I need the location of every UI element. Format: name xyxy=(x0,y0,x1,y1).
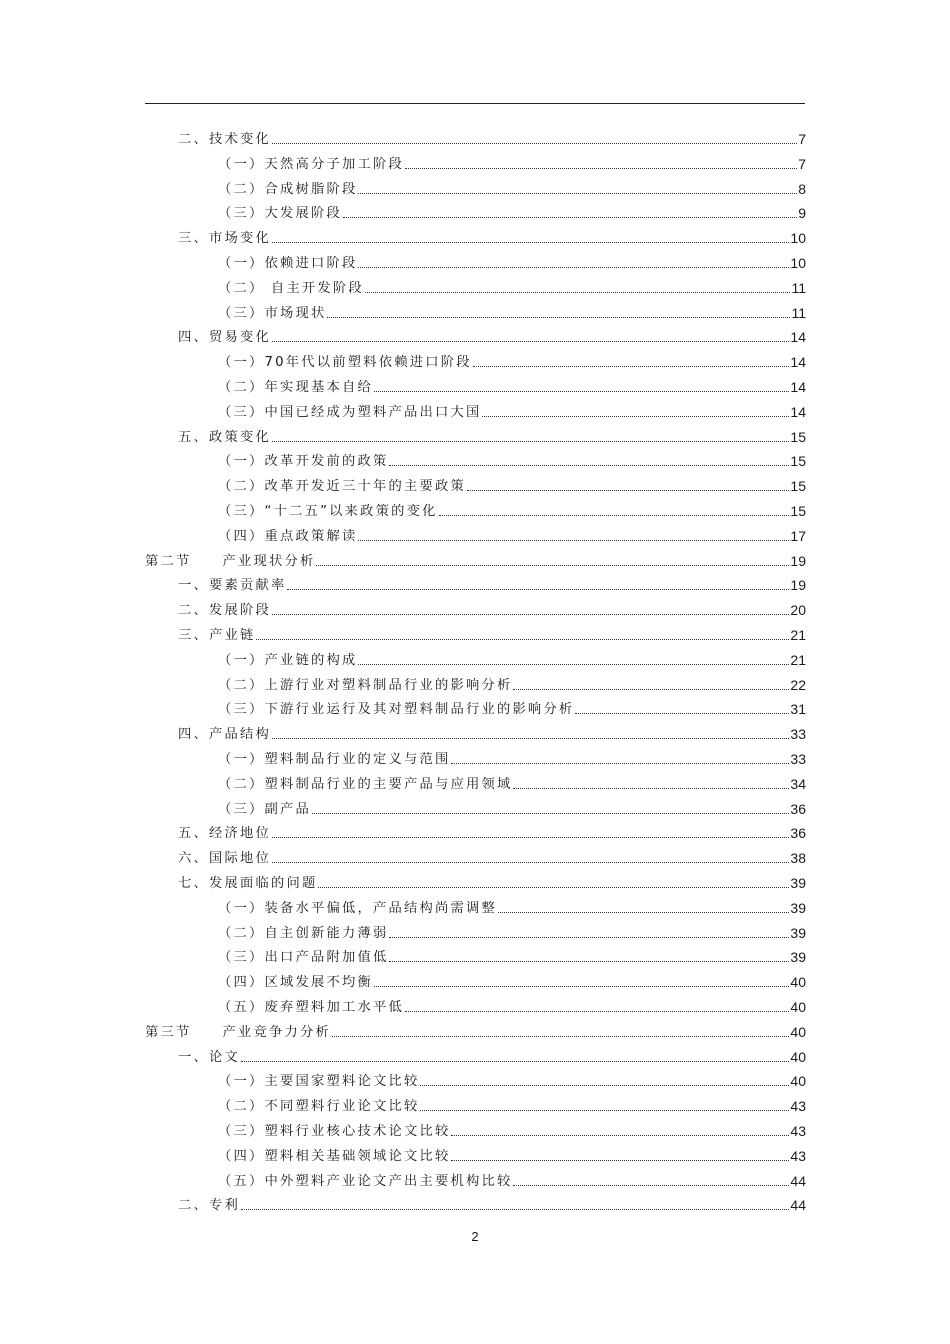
toc-entry[interactable] xyxy=(178,125,806,147)
dot-leader xyxy=(358,177,797,194)
toc-entry-title: 第三节 产业竞争力分析 xyxy=(145,1024,331,1040)
toc-entry[interactable] xyxy=(178,844,806,866)
dot-leader xyxy=(405,152,797,169)
toc-entry-page: 38 xyxy=(790,850,806,867)
toc-entry[interactable] xyxy=(218,1117,806,1139)
toc-entry[interactable] xyxy=(218,695,806,717)
toc-entry[interactable] xyxy=(218,646,806,668)
toc-entry-page: 7 xyxy=(798,155,806,172)
toc-entry-title: （二） 自主开发阶段 xyxy=(218,280,364,296)
toc-entry-page: 22 xyxy=(790,676,806,693)
toc-entry-page: 39 xyxy=(790,949,806,966)
dot-leader xyxy=(241,1193,789,1210)
toc-entry-title: （四）区域发展不均衡 xyxy=(218,975,373,991)
dot-leader xyxy=(358,251,789,268)
toc-entry-page: 15 xyxy=(790,503,806,519)
toc-entry[interactable] xyxy=(218,373,806,395)
dot-leader xyxy=(272,127,797,144)
toc-entry-page: 31 xyxy=(790,701,806,718)
toc-entry[interactable] xyxy=(218,1142,806,1164)
toc-entry-title: （二）不同塑料行业论文比较 xyxy=(218,1099,420,1115)
toc-entry[interactable] xyxy=(218,274,806,296)
dot-leader xyxy=(318,871,789,888)
dot-leader xyxy=(451,747,789,764)
toc-entry-page: 33 xyxy=(790,751,806,767)
toc-entry-page: 21 xyxy=(790,627,806,643)
toc-entry-title: （二）自主创新能力薄弱 xyxy=(218,925,389,941)
toc-entry[interactable] xyxy=(218,249,806,271)
toc-entry-page: 20 xyxy=(790,602,806,619)
toc-entry-page: 11 xyxy=(791,304,806,321)
toc-entry-page: 40 xyxy=(790,1073,806,1090)
dot-leader xyxy=(575,697,789,714)
toc-entry-title: （一）改革开发前的政策 xyxy=(218,454,389,470)
dot-leader xyxy=(287,573,789,590)
toc-entry-page: 19 xyxy=(790,577,806,594)
toc-entry[interactable] xyxy=(145,547,806,569)
toc-entry[interactable] xyxy=(218,1167,806,1189)
dot-leader xyxy=(272,821,789,838)
dot-leader xyxy=(272,425,789,442)
page-number: 2 xyxy=(471,1229,479,1244)
toc-entry-title: 四、贸易变化 xyxy=(178,330,271,346)
toc-entry[interactable] xyxy=(178,720,806,742)
toc-entry-page: 34 xyxy=(790,775,806,792)
toc-entry-page: 43 xyxy=(790,1098,806,1115)
dot-leader xyxy=(513,772,789,789)
toc-entry-page: 43 xyxy=(790,1123,806,1139)
dot-leader xyxy=(513,673,789,690)
toc-entry[interactable] xyxy=(218,919,806,941)
toc-entry-title: （四）重点政策解读 xyxy=(218,528,358,544)
toc-entry-title: （二）合成树脂阶段 xyxy=(218,181,358,197)
toc-entry-title: （二）改革开发近三十年的主要政策 xyxy=(218,479,466,495)
toc-entry-page: 15 xyxy=(790,428,806,445)
toc-entry-page: 21 xyxy=(790,651,806,668)
toc-entry[interactable] xyxy=(178,621,806,643)
toc-entry[interactable] xyxy=(145,1018,806,1040)
toc-entry-page: 44 xyxy=(790,1172,806,1189)
toc-entry-page: 10 xyxy=(790,255,806,271)
dot-leader xyxy=(374,970,789,987)
toc-entry[interactable] xyxy=(218,745,806,767)
toc-entry-title: （一）塑料制品行业的定义与范围 xyxy=(218,752,451,767)
toc-entry-title: （五）中外塑料产业论文产出主要机构比较 xyxy=(218,1173,513,1189)
toc-entry[interactable] xyxy=(178,596,806,618)
toc-entry-title: 二、专利 xyxy=(178,1198,240,1214)
dot-leader xyxy=(332,1020,789,1037)
header-rule xyxy=(145,103,805,104)
dot-leader xyxy=(467,474,789,491)
dot-leader xyxy=(365,276,791,293)
toc-entry-title: （三）下游行业运行及其对塑料制品行业的影响分析 xyxy=(218,702,575,718)
toc-entry-title: （三）大发展阶段 xyxy=(218,206,342,222)
dot-leader xyxy=(420,1094,789,1111)
toc-entry-page: 43 xyxy=(790,1147,806,1164)
toc-entry-page: 14 xyxy=(790,329,806,346)
toc-entry[interactable] xyxy=(218,1092,806,1114)
toc-entry-title: （二）塑料制品行业的主要产品与应用领域 xyxy=(218,776,513,792)
dot-leader xyxy=(272,325,789,342)
toc-entry-page: 15 xyxy=(790,478,806,495)
toc-entry-page: 7 xyxy=(798,131,806,147)
toc-entry-page: 15 xyxy=(790,453,806,470)
dot-leader xyxy=(389,921,789,938)
toc-entry-title: （三）副产品 xyxy=(218,801,311,817)
toc-entry[interactable] xyxy=(218,943,806,965)
toc-entry-title: 五、政策变化 xyxy=(178,429,271,445)
toc-entry-page: 8 xyxy=(798,180,806,197)
toc-entry[interactable] xyxy=(218,795,806,817)
dot-leader xyxy=(256,623,789,640)
toc-entry[interactable] xyxy=(178,423,806,445)
toc-entry-page: 14 xyxy=(790,354,806,371)
toc-entry-page: 14 xyxy=(790,403,806,420)
toc-entry-title: 五、经济地位 xyxy=(178,826,271,842)
toc-entry[interactable] xyxy=(218,199,806,221)
toc-entry-page: 40 xyxy=(790,999,806,1015)
toc-entry-page: 39 xyxy=(790,899,806,916)
dot-leader xyxy=(374,375,789,392)
toc-entry-title: （三）中国已经成为塑料产品出口大国 xyxy=(218,404,482,420)
toc-entry[interactable] xyxy=(218,175,806,197)
toc-entry-title: （三）市场现状 xyxy=(218,305,327,321)
toc-entry[interactable] xyxy=(178,323,806,345)
dot-leader xyxy=(272,846,789,863)
toc-entry-title: （四）塑料相关基础领域论文比较 xyxy=(218,1148,451,1164)
dot-leader xyxy=(482,400,789,417)
toc-entry-page: 19 xyxy=(790,552,806,569)
dot-leader xyxy=(439,499,790,516)
toc-entry[interactable] xyxy=(218,497,806,519)
toc-entry-page: 39 xyxy=(790,924,806,941)
toc-entry[interactable] xyxy=(218,398,806,420)
toc-entry-page: 11 xyxy=(791,279,806,296)
dot-leader xyxy=(513,1169,789,1186)
toc-entry-title: 二、发展阶段 xyxy=(178,603,271,619)
toc-entry[interactable] xyxy=(218,993,806,1015)
dot-leader xyxy=(343,201,797,218)
toc-entry[interactable] xyxy=(178,571,806,593)
toc-entry-page: 33 xyxy=(790,726,806,743)
toc-entry[interactable] xyxy=(218,150,806,172)
toc-entry-page: 40 xyxy=(790,1048,806,1065)
toc-entry-title: （五）废弃塑料加工水平低 xyxy=(218,1000,404,1015)
toc-entry-page: 17 xyxy=(790,527,806,544)
toc-entry-title: （一）产业链的构成 xyxy=(218,652,358,668)
toc-entry[interactable] xyxy=(218,671,806,693)
toc-entry-page: 9 xyxy=(798,205,806,222)
toc-entry-page: 14 xyxy=(790,379,806,395)
toc-entry-title: 四、产品结构 xyxy=(178,727,271,743)
toc-entry-page: 40 xyxy=(790,1023,806,1040)
toc-entry-title: （三）“十二五”以来政策的变化 xyxy=(218,504,438,519)
toc-entry-page: 36 xyxy=(790,800,806,817)
toc-entry-page: 40 xyxy=(790,974,806,991)
toc-entry[interactable] xyxy=(218,1067,806,1089)
toc-entry-title: 七、发展面临的问题 xyxy=(178,876,318,891)
toc-entry[interactable] xyxy=(218,447,806,469)
dot-leader xyxy=(358,524,789,541)
dot-leader xyxy=(389,449,789,466)
toc-entry[interactable] xyxy=(178,819,806,841)
toc-entry[interactable] xyxy=(218,770,806,792)
dot-leader xyxy=(272,226,789,243)
toc-entry-title: 六、国际地位 xyxy=(178,851,271,867)
toc-entry[interactable] xyxy=(218,968,806,990)
toc-entry-title: （三）出口产品附加值低 xyxy=(218,950,389,966)
dot-leader xyxy=(327,301,790,318)
toc-entry-title: （一）装备水平偏低，产品结构尚需调整 xyxy=(218,900,497,916)
toc-entry-page: 10 xyxy=(790,230,806,247)
toc-entry[interactable] xyxy=(178,1191,806,1213)
dot-leader xyxy=(405,995,789,1012)
dot-leader xyxy=(473,350,790,367)
toc-entry-page: 36 xyxy=(790,825,806,842)
dot-leader xyxy=(451,1144,789,1161)
toc-entry-title: 一、论文 xyxy=(178,1049,240,1065)
toc-entry[interactable] xyxy=(178,869,806,891)
toc-entry-title: （三）塑料行业核心技术论文比较 xyxy=(218,1124,451,1139)
toc-entry-title: （一）依赖进口阶段 xyxy=(218,256,358,271)
toc-entry[interactable] xyxy=(218,472,806,494)
dot-leader xyxy=(272,598,789,615)
toc-entry-page: 44 xyxy=(790,1197,806,1214)
toc-entry[interactable] xyxy=(178,1043,806,1065)
dot-leader xyxy=(358,648,789,665)
toc-entry[interactable] xyxy=(218,348,806,370)
toc-entry[interactable] xyxy=(218,299,806,321)
toc-entry-title: 三、市场变化 xyxy=(178,231,271,247)
toc-entry[interactable] xyxy=(218,522,806,544)
dot-leader xyxy=(420,1069,789,1086)
toc-entry-title: （二）上游行业对塑料制品行业的影响分析 xyxy=(218,677,513,693)
dot-leader xyxy=(498,896,789,913)
toc-entry-title: 第二节 产业现状分析 xyxy=(145,553,316,569)
toc-entry-title: 三、产业链 xyxy=(178,628,256,643)
toc-entry-title: （一）主要国家塑料论文比较 xyxy=(218,1074,420,1090)
dot-leader xyxy=(312,797,789,814)
toc-entry-page: 39 xyxy=(790,875,806,891)
toc-entry-title: 一、要素贡献率 xyxy=(178,578,287,594)
toc-entry[interactable] xyxy=(178,224,806,246)
dot-leader xyxy=(272,722,789,739)
toc-entry[interactable] xyxy=(218,894,806,916)
dot-leader xyxy=(389,945,789,962)
toc-entry-title: 二、技术变化 xyxy=(178,132,271,147)
dot-leader xyxy=(316,549,789,566)
dot-leader xyxy=(241,1045,789,1062)
toc-entry-title: （二）年实现基本自给 xyxy=(218,380,373,395)
toc-entry-title: （一）70年代以前塑料依赖进口阶段 xyxy=(218,355,472,371)
toc-entry-title: （一）天然高分子加工阶段 xyxy=(218,156,404,172)
dot-leader xyxy=(451,1119,789,1136)
